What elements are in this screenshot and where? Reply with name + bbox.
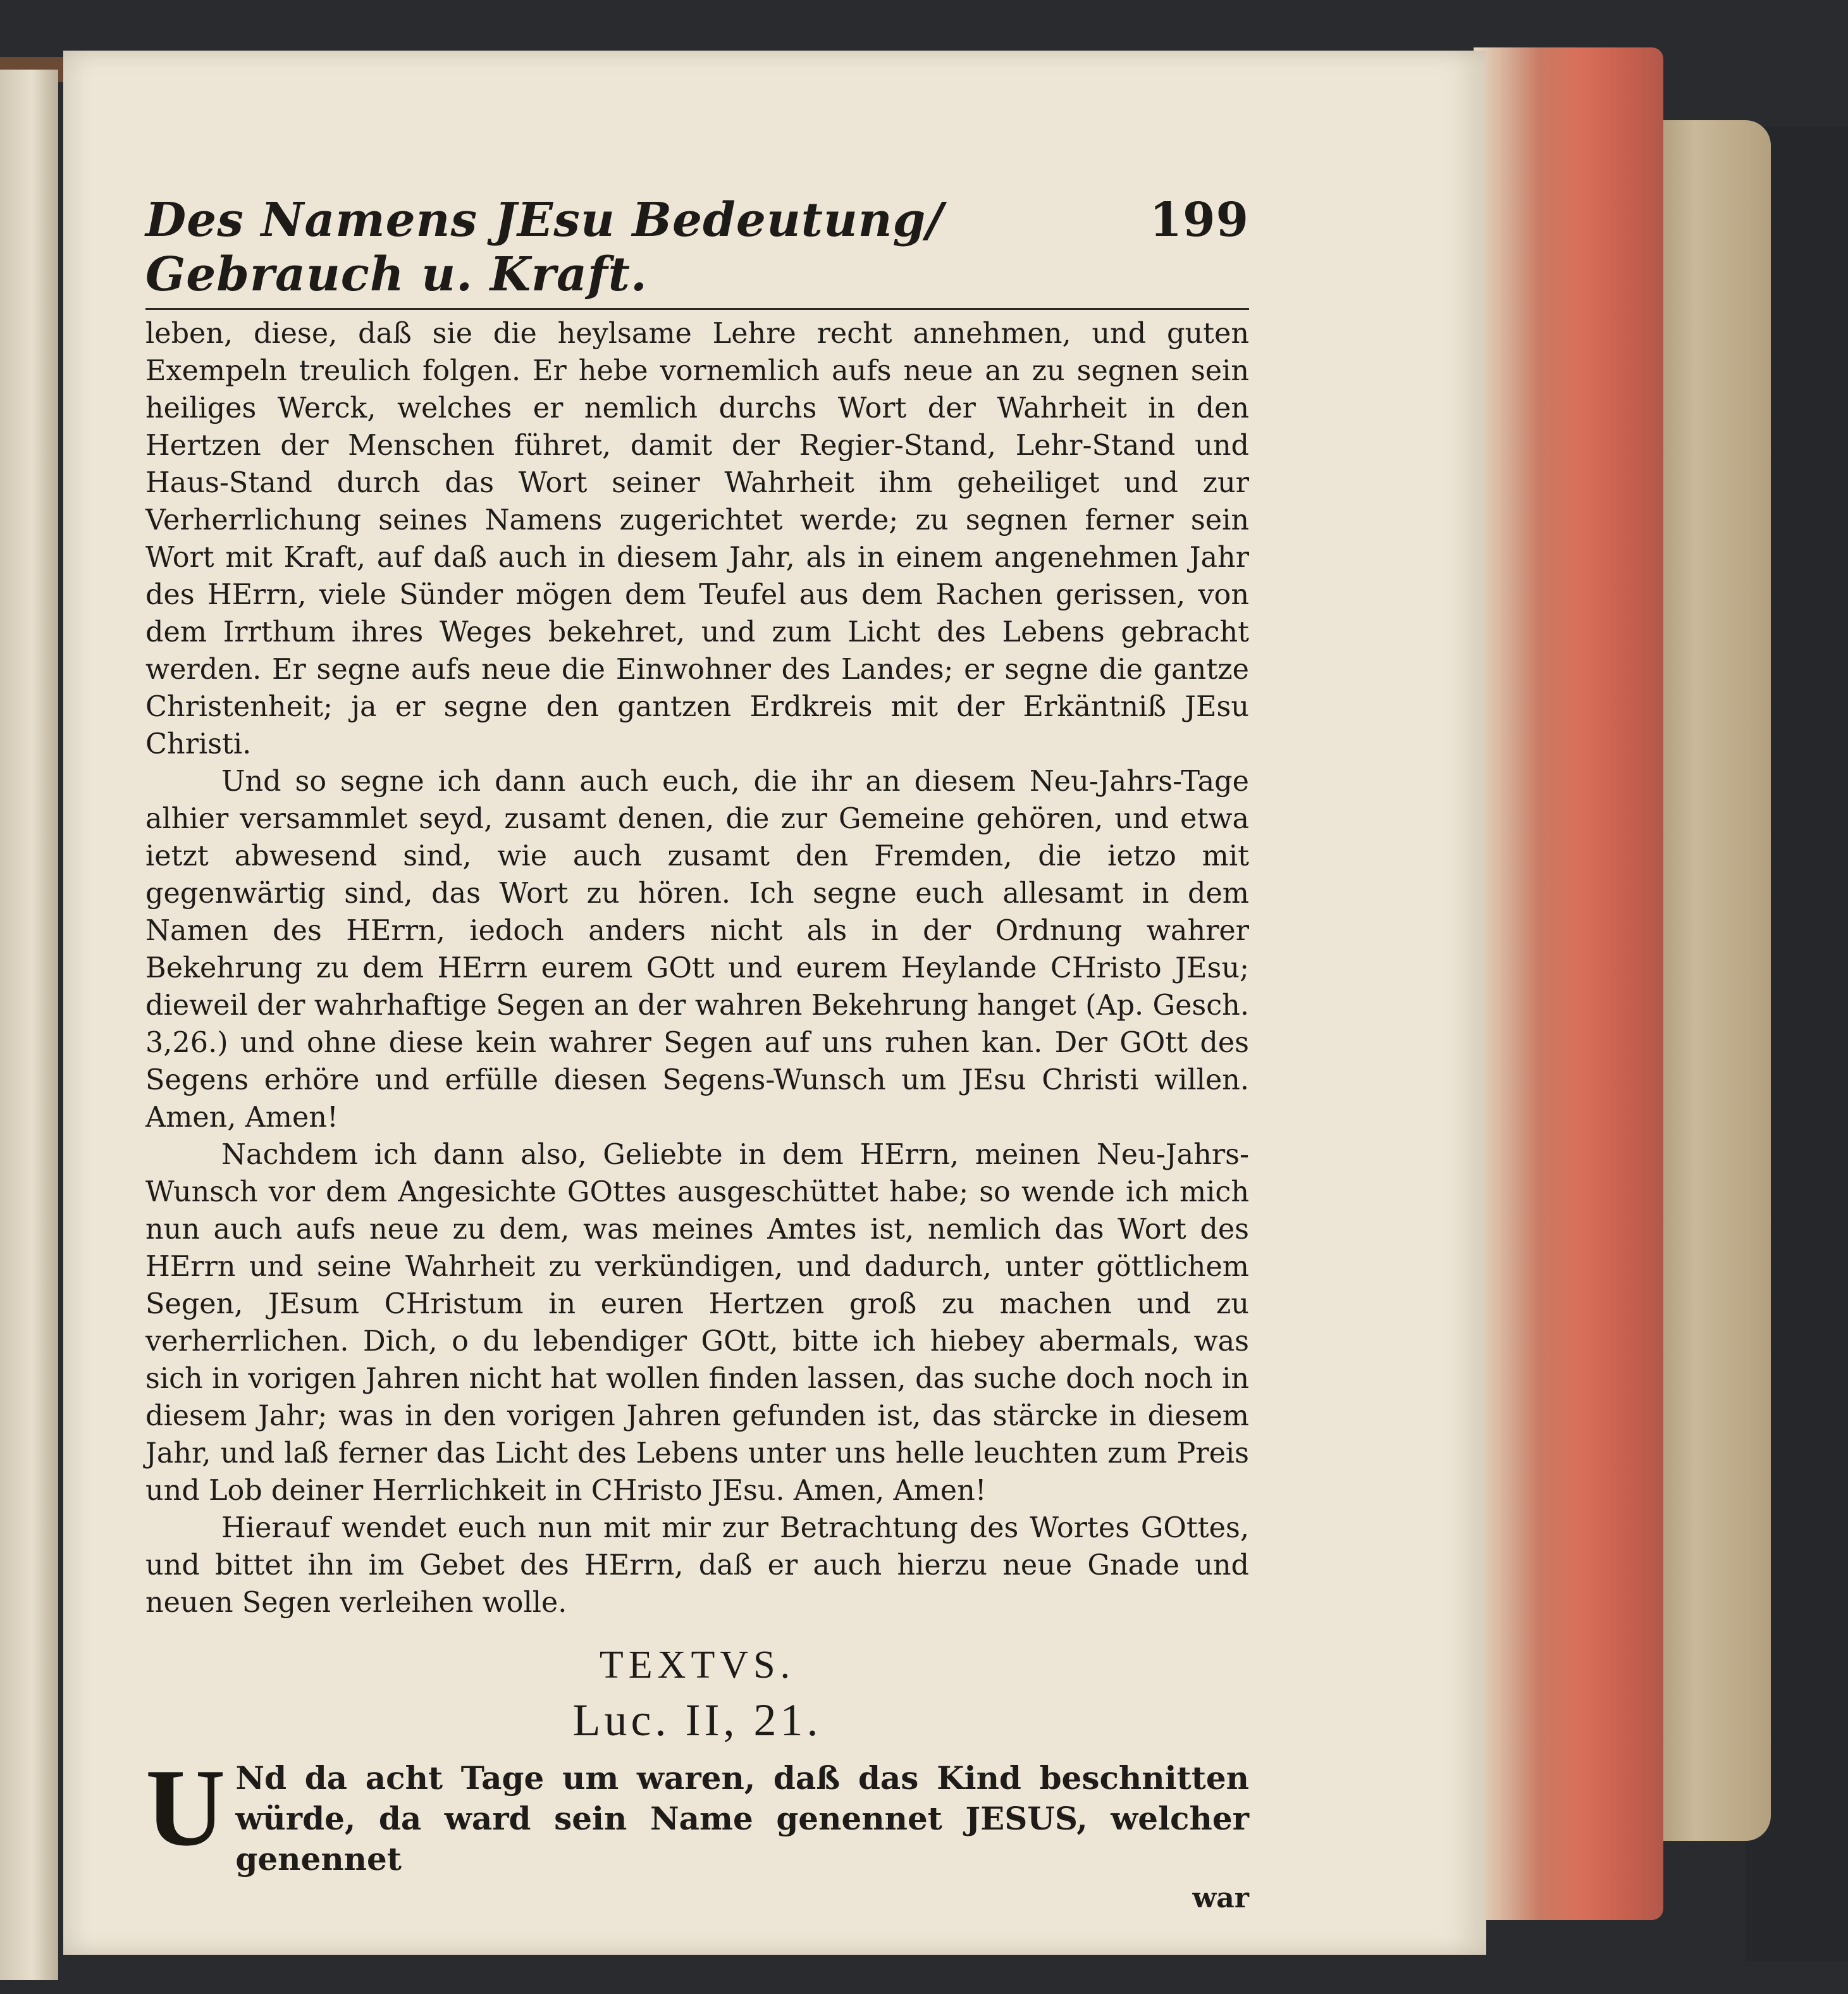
book-fore-edge xyxy=(1474,47,1663,1920)
page-number: 199 xyxy=(1149,193,1249,247)
scripture-verse xyxy=(145,1746,1249,1879)
previous-page-edge xyxy=(0,70,58,1980)
paragraph: Und so segne ich dann auch euch, die ihr an diesem Neu-Jahrs-Tage alhier versammlet seyd, zusamt denen, die zur Gemeine gehören, und etwa ietzt abwesend sind, wie auch zusamt den Fremden, die ietzo mit gegenwärtig sind, das Wort zu hören. Ich segne euch allesamt in dem Namen des HErrn, iedoch anders nicht als in der Ordnung wahrer Bekehrung zu dem HErrn eurem GOtt und eurem Heylande CHristo JEsu; dieweil der wahrhaftige Segen an der wahren Bekehrung hanget (Ap. Gesch. 3,26.) und ohne diese kein wahrer Segen auf uns ruhen kan. Der GOtt des Segens erhöre und erfülle diesen Segens-Wunsch um JEsu Christi willen. Amen, Amen! xyxy=(145,765,1249,1134)
page-content xyxy=(145,193,1249,1914)
body-text xyxy=(145,315,1249,1621)
scripture-reference: Luc. II, 21. xyxy=(572,1695,822,1745)
textus-heading: TEXTVS. xyxy=(599,1644,796,1687)
book-page xyxy=(63,51,1486,1955)
running-head xyxy=(145,193,1249,310)
verse-text: Nd da acht Tage um waren, daß das Kind beschnitten würde, da ward sein Name genennet JESUS, welcher genennet xyxy=(235,1759,1249,1878)
book-cover-board xyxy=(1644,120,1771,1841)
drop-cap: U xyxy=(145,1746,226,1869)
catchword: war xyxy=(1192,1882,1249,1914)
paragraph: Hierauf wendet euch nun mit mir zur Betrachtung des Wortes GOttes, und bittet ihn im Gebet des HErrn, daß er auch hierzu neue Gnade und neuen Segen verleihen wolle. xyxy=(145,1512,1249,1619)
paragraph: Nachdem ich dann also, Geliebte in dem HErrn, meinen Neu-Jahrs-Wunsch vor dem Angesichte GOttes ausgeschüttet habe; so wende ich mich nun auch aufs neue zu dem, was meines Amtes ist, nemlich das Wort des HErrn und seine Wahrheit zu verkündigen, und dadurch, unter göttlichem Segen, JEsum CHristum in euren Hertzen groß zu machen und zu verherrlichen. Dich, o du lebendiger GOtt, bitte ich hiebey abermals, was sich in vorigen Jahren nicht hat wollen finden lassen, das suche doch noch in diesem Jahr; was in den vorigen Jahren gefunden ist, das stärcke in diesem Jahr, und laß ferner das Licht des Lebens unter uns helle leuchten zum Preis und Lob deiner Herrlichkeit in CHristo JEsu. Amen, Amen! xyxy=(145,1139,1249,1507)
paragraph: leben, diese, daß sie die heylsame Lehre recht annehmen, und guten Exempeln treulich folgen. Er hebe vornemlich aufs neue an zu segnen sein heiliges Werck, welches er nemlich durchs Wort der Wahrheit in den Hertzen der Menschen führet, damit der Regier-Stand, Lehr-Stand und Haus-Stand durch das Wort seiner Wahrheit ihm geheiliget und zur Verherrlichung seines Namens zugerichtet werde; zu segnen ferner sein Wort mit Kraft, auf daß auch in diesem Jahr, als in einem angenehmen Jahr des HErrn, viele Sünder mögen dem Teufel aus dem Rachen gerissen, von dem Irrthum ihres Weges bekehret, und zum Licht des Lebens gebracht werden. Er segne aufs neue die Einwohner des Landes; er segne die gantze Christenheit; ja er segne den gantzen Erdkreis mit der Erkäntniß JEsu Christi. xyxy=(145,318,1249,760)
running-head-title: Des Namens JEsu Bedeutung/ Gebrauch u. Kraft. xyxy=(145,193,944,302)
